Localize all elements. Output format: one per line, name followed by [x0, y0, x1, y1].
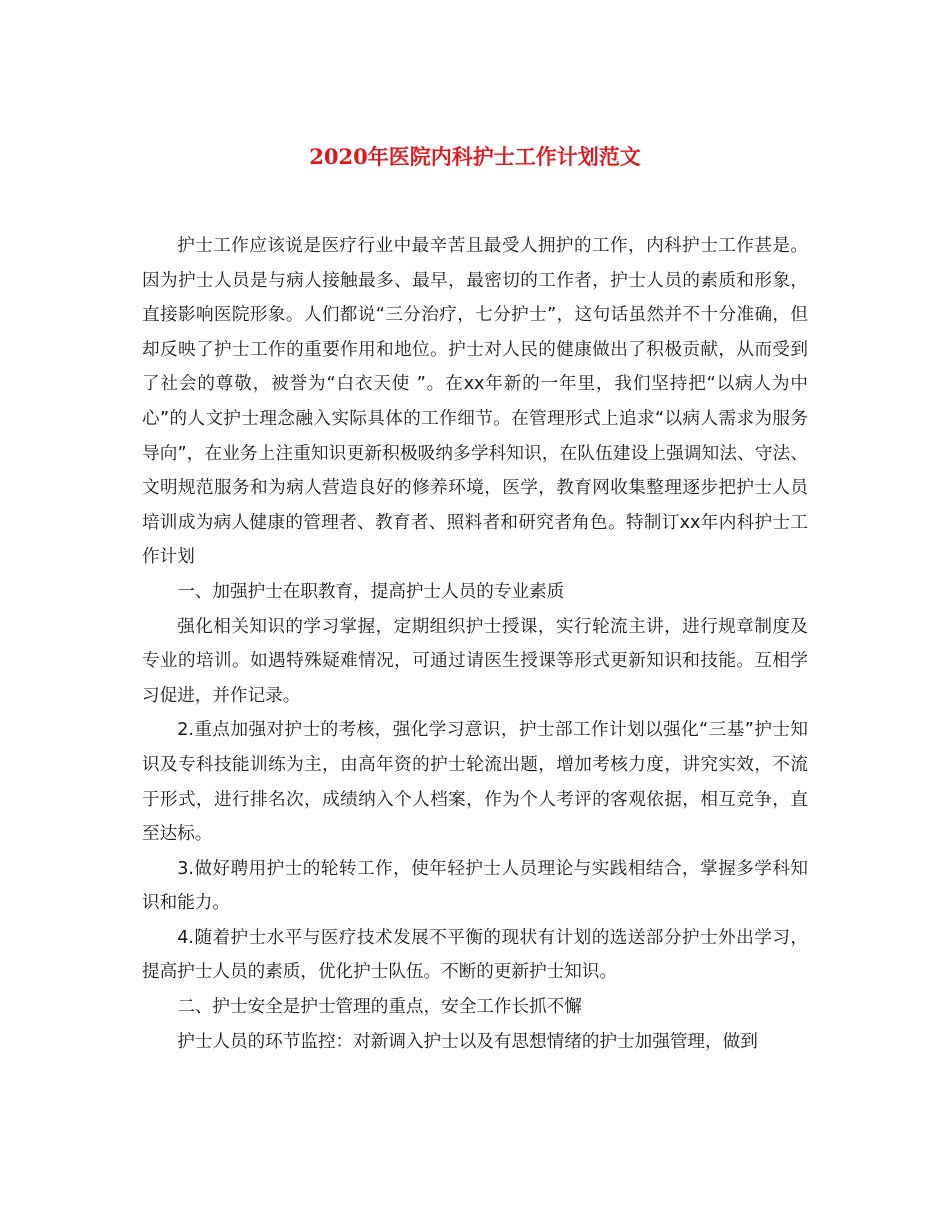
body-paragraph: 护士人员的环节监控：对新调入护士以及有思想情绪的护士加强管理，做到 [177, 1031, 758, 1052]
body-paragraph: 4.随着护士水平与医疗技术发展不平衡的现状有计划的选送部分护士外出学习，提高护士人员的素质，优化护士队伍。不断的更新护士知识。 [142, 927, 808, 983]
intro-paragraph: 护士工作应该说是医疗行业中最辛苦且最受人拥护的工作，内科护士工作甚是。因为护士人员是与病人接触最多、最早，最密切的工作者，护士人员的素质和形象，直接影响医院形象。人们都说“三分治疗，七分护士”，这句话虽然并不十分准确，但却反映了护士工作的重要作用和地位。护士对人民的健康做出了积极贡献，从而受到了社会的尊敬，被誉为“白衣天使 ”。在xx年新的一年里，我们坚持把“以病人为中心”的人文护士理念融入实际具体的工作细节。在管理形式上追求“以病人需求为服务导向”，在业务上注重知识更新积极吸纳多学科知识，在队伍建设上强调知法、守法、文明规范服务和为病人营造良好的修养环境，医学，教育网收集整理逐步把护士人员培训成为病人健康的管理者、教育者、照料者和研究者角色。特制订xx年内科护士工作计划 [142, 236, 808, 568]
section-heading-2: 二、护士安全是护士管理的重点，安全工作长抓不懈 [177, 997, 582, 1018]
document-body [142, 229, 808, 1059]
body-paragraph: 3.做好聘用护士的轮转工作，使年轻护士人员理论与实践相结合，掌握多学科知识和能力。 [142, 858, 808, 914]
body-paragraph: 2.重点加强对护士的考核，强化学习意识，护士部工作计划以强化“三基”护士知识及专科技能训练为主，由高年资的护士轮流出题，增加考核力度，讲究实效，不流于形式，进行排名次，成绩纳入个人档案，作为个人考评的客观依据，相互竞争，直至达标。 [142, 720, 808, 845]
section-heading-1: 一、加强护士在职教育，提高护士人员的专业素质 [177, 581, 565, 602]
body-paragraph: 强化相关知识的学习掌握，定期组织护士授课，实行轮流主讲，进行规章制度及专业的培训。如遇特殊疑难情况，可通过请医生授课等形式更新知识和技能。互相学习促进，并作记录。 [142, 616, 808, 706]
document-title: 2020年医院内科护士工作计划范文 [309, 144, 641, 169]
